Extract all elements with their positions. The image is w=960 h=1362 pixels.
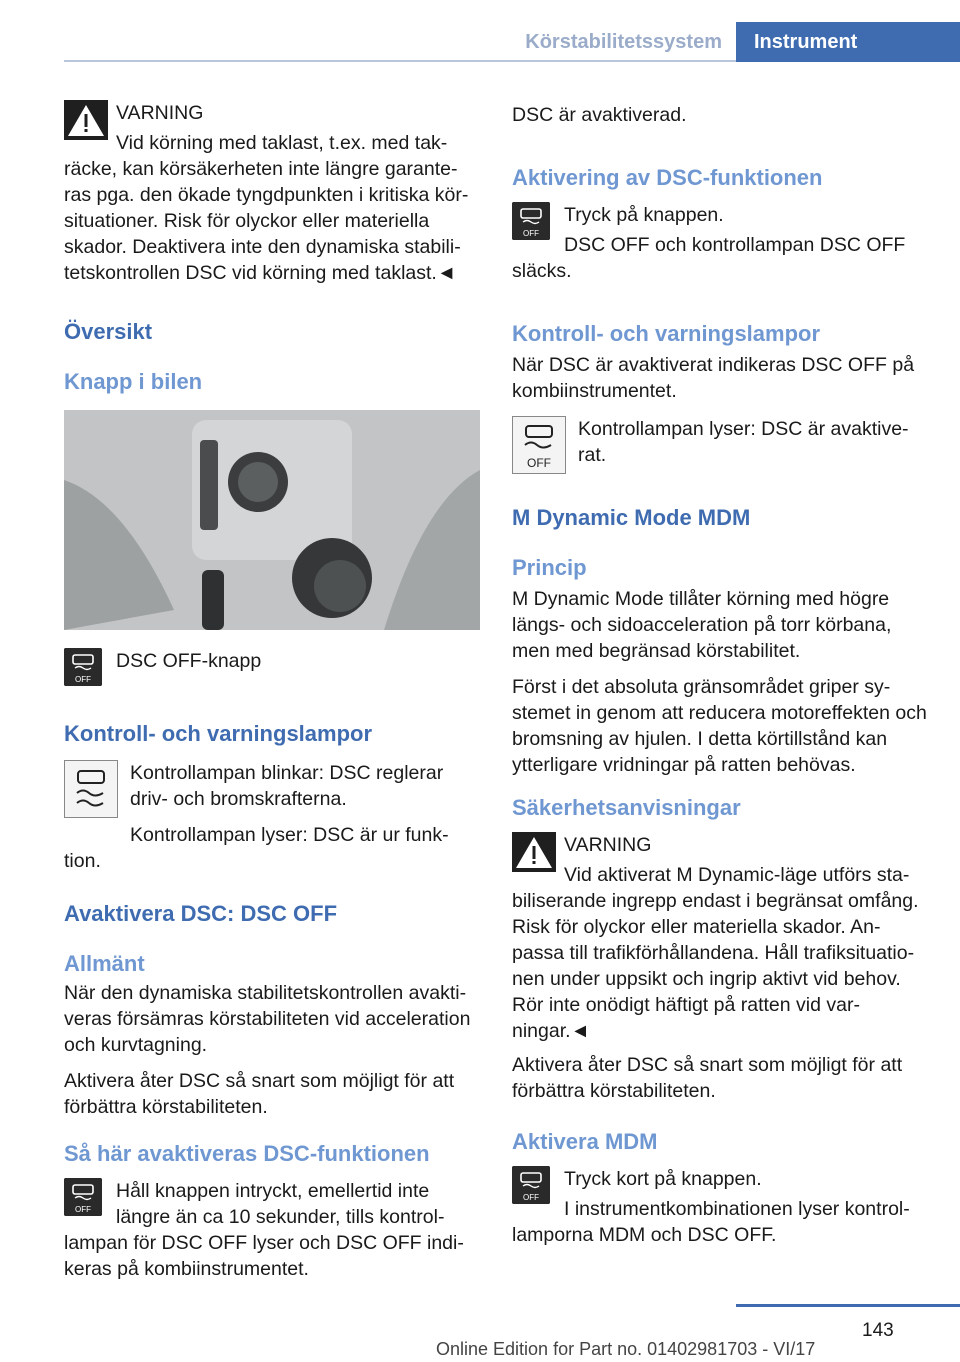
- allmant-paragraph-2: Aktivera åter DSC så snart som möjligt för att förbättra körstabiliteten.: [64, 1070, 455, 1118]
- heading-avaktivera-dsc: Avaktivera DSC: DSC OFF: [64, 901, 338, 926]
- footer-rule: [736, 1304, 960, 1307]
- mdm-text-rest: lamporna MDM och DSC OFF.: [512, 1224, 777, 1246]
- svg-text:OFF: OFF: [523, 229, 539, 238]
- sa-har-line-1: Håll knappen intryckt, emellertid inte: [116, 1180, 430, 1202]
- dsc-off-icon: [64, 648, 102, 686]
- dsc-off-icon: [512, 1166, 550, 1204]
- aktivera-mdm-row: [512, 1166, 928, 1248]
- page-number: 143: [862, 1320, 894, 1341]
- press-short-text: Tryck kort på knappen.: [564, 1168, 762, 1190]
- heading-kontroll-left: Kontroll- och varningslampor: [64, 721, 373, 746]
- warning-mdm: [512, 832, 928, 1044]
- warning-icon: [64, 100, 108, 140]
- lamp-on-text-rest: tion.: [64, 850, 101, 872]
- lamp-on-text-first: Kontrollampan lyser: DSC är ur funk-: [130, 824, 449, 846]
- lamp-deact-text: Kontrollampan lyser: DSC är avaktive-rat.: [578, 418, 909, 466]
- sa-har-row: [64, 1178, 480, 1282]
- warning-roof-load: [64, 100, 480, 286]
- dsc-off-text-first: DSC OFF och kontrollampan DSC OFF: [564, 234, 906, 256]
- dsc-off-lamp-icon: [512, 416, 566, 474]
- sa-har-text-rest: lampan för DSC OFF lyser och DSC OFF indi-keras på kombiinstrumentet.: [64, 1232, 464, 1280]
- warning-title: VARNING: [116, 102, 204, 124]
- dsc-off-icon: [64, 1178, 102, 1216]
- dsc-off-icon: [512, 202, 550, 240]
- princip-paragraph-2: Först i det absoluta gränsområdet griper sy-stemet in genom att reducera motoreffekten och bromsning av hjulen. I detta körtillstånd kan ytterligare vridningar på ratten behövas.: [512, 676, 927, 776]
- warning-text: räcke, kan körsäkerheten inte längre garante-ras pga. den ökade tyngdpunkten i kritiska kör-situationer. Risk för olyckor eller materiella skador. Deaktivera inte den dynamiska stabili-tetskontrollen DSC vid körning med taklast.◄: [64, 158, 469, 284]
- dsc-off-text-rest: släcks.: [512, 260, 572, 282]
- dsc-off-button-row: [64, 648, 480, 684]
- header-chapter-label: Instrument: [754, 31, 858, 53]
- warning-icon: [512, 832, 556, 872]
- kontroll-paragraph: När DSC är avaktiverat indikeras DSC OFF på kombiinstrumentet.: [512, 354, 915, 402]
- svg-text:OFF: OFF: [527, 456, 551, 470]
- allmant-paragraph-1: När den dynamiska stabilitetskontrollen avakti-veras försämras körstabiliteten vid acceleration och kurvtagning.: [64, 982, 471, 1056]
- dsc-warning-lamp-icon: [64, 760, 118, 818]
- heading-kontroll-right: Kontroll- och varningslampor: [512, 321, 821, 346]
- lamp-blink-text: Kontrollampan blinkar: DSC reglerar driv- och bromskrafterna.: [130, 762, 444, 810]
- svg-text:OFF: OFF: [523, 1193, 539, 1202]
- edition-footer: Online Edition for Part no. 01402981703 - VI/17: [436, 1339, 816, 1359]
- header-chapter-tab: [736, 22, 960, 62]
- svg-text:OFF: OFF: [75, 1205, 91, 1214]
- press-button-text: Tryck på knappen.: [564, 204, 724, 226]
- aktivering-row: [512, 202, 928, 284]
- sa-har-line-2: längre än ca 10 sekunder, tills kontrol-: [116, 1206, 445, 1228]
- princip-paragraph-1: M Dynamic Mode tillåter körning med högre längs- och sidoacceleration på torr körbana, men med begränsad körstabilitet.: [512, 588, 892, 662]
- warning-text: biliserande ingrepp endast i begränsat omfång. Risk för olyckor eller materiella skador. An-passa till trafikförhållandena. Håll trafiksituatio-nen under uppsikt och ingrip aktivt vid behov. Rör inte onödigt häftigt på ratten vid var-ningar.◄: [512, 890, 919, 1042]
- heading-m-dynamic-mode: M Dynamic Mode MDM: [512, 505, 751, 530]
- heading-sakerhetsanvisningar: Säkerhetsanvisningar: [512, 795, 741, 820]
- warning-title: VARNING: [564, 834, 652, 856]
- aktivera-ater-paragraph: Aktivera åter DSC så snart som möjligt för att förbättra körstabiliteten.: [512, 1054, 903, 1102]
- heading-knapp-i-bilen: Knapp i bilen: [64, 369, 203, 394]
- dsc-deactivated-text: DSC är avaktiverad.: [512, 104, 687, 126]
- warning-text-first: Vid aktiverat M Dynamic-läge utförs sta-: [564, 864, 910, 886]
- lamp-deact-row: [512, 416, 928, 478]
- heading-sa-har-avaktiveras: Så här avaktiveras DSC-funktionen: [64, 1141, 430, 1166]
- heading-aktivering-dsc: Aktivering av DSC-funktionen: [512, 165, 823, 190]
- warning-text-first: Vid körning med taklast, t.ex. med tak-: [116, 132, 448, 154]
- header-section-title: Körstabilitetssystem: [525, 31, 722, 53]
- heading-aktivera-mdm: Aktivera MDM: [512, 1129, 658, 1154]
- lamp-blink-row: [64, 760, 480, 874]
- heading-allmant: Allmänt: [64, 951, 145, 976]
- center-console-photo: [64, 410, 480, 630]
- dsc-off-button-label: DSC OFF-knapp: [116, 650, 262, 672]
- heading-oversikt: Översikt: [64, 319, 153, 344]
- svg-text:OFF: OFF: [75, 675, 91, 684]
- heading-princip: Princip: [512, 555, 587, 580]
- mdm-text-first: I instrumentkombinationen lyser kontrol-: [564, 1198, 910, 1220]
